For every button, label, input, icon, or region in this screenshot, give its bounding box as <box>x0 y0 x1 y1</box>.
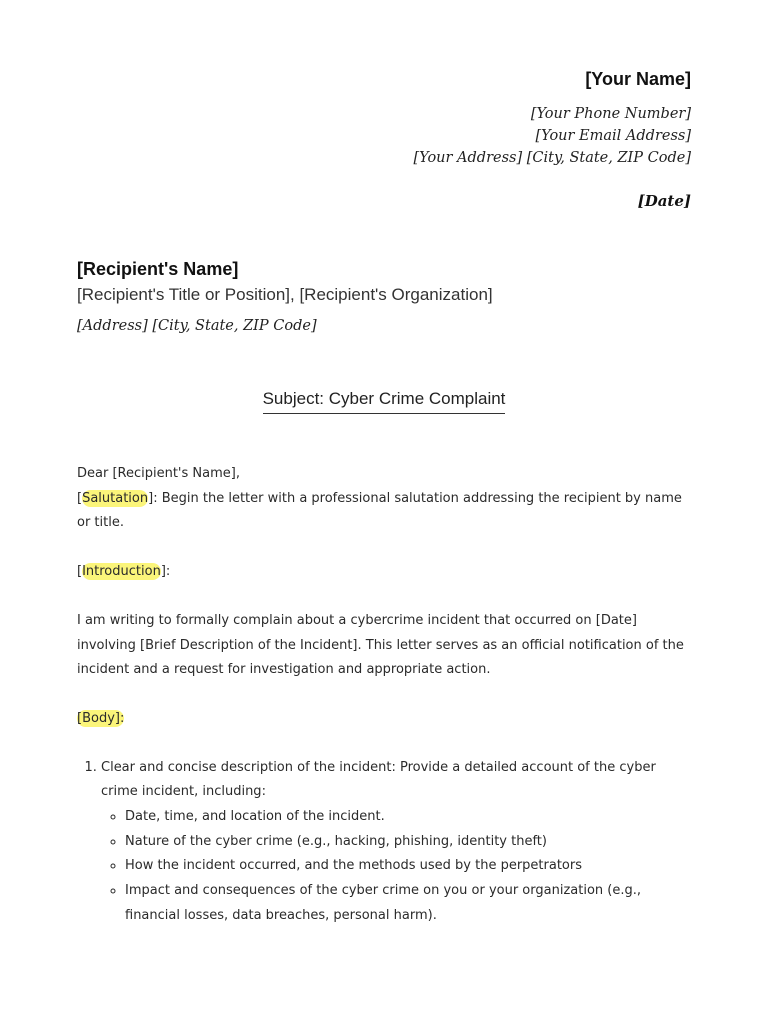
recipient-name: [Recipient's Name] <box>77 259 239 279</box>
letter-body <box>77 462 689 929</box>
introduction-highlight: Introduction <box>82 564 161 580</box>
subject-line <box>0 387 768 414</box>
sub-list-item: ◦ Impact and consequences of the cyber crime on you or your organization (e.g., financial losses, data breaches, personal harm). <box>125 879 689 928</box>
recipient-block <box>77 256 493 337</box>
spacer <box>77 585 689 609</box>
body-heading <box>77 707 689 732</box>
spacer <box>77 683 689 707</box>
intro-paragraph: I am writing to formally complain about a cybercrime incident that occurred on [Date] involving [Brief Description of the Incident]. This letter serves as an official notification of the incident and a request for investigation and appropriate action. <box>77 612 684 678</box>
incident-list <box>77 756 689 929</box>
introduction-heading <box>77 560 689 585</box>
salutation-paragraph <box>77 487 689 536</box>
recipient-address: [Address] [City, State, ZIP Code] <box>77 318 317 334</box>
sender-phone: [Your Phone Number] <box>530 106 691 122</box>
introduction-close: ]: <box>160 564 171 580</box>
list-item-text: Clear and concise description of the incident: Provide a detailed account of the cyber crime incident, including: <box>101 759 656 800</box>
sender-block <box>413 66 691 212</box>
spacer <box>77 536 689 560</box>
sender-email: [Your Email Address] <box>535 128 691 144</box>
introduction-open-bracket: [ <box>77 564 83 580</box>
body-highlight: [Body]: <box>77 710 125 726</box>
sender-name: [Your Name] <box>585 69 691 89</box>
greeting: Dear [Recipient's Name], <box>77 466 240 481</box>
subject-text: Subject: Cyber Crime Complaint <box>263 387 506 414</box>
sender-address: [Your Address] [City, State, ZIP Code] <box>413 150 691 166</box>
sub-list-item: ◦ Nature of the cyber crime (e.g., hacking, phishing, identity theft) <box>125 830 689 855</box>
sender-contact <box>413 103 691 169</box>
salutation-open-bracket: [ <box>77 490 83 506</box>
letter-date: [Date] <box>637 192 691 210</box>
salutation-text: ]: Begin the letter with a professional salutation addressing the recipient by name or title. <box>77 490 682 531</box>
list-item <box>101 756 689 929</box>
sub-list <box>101 805 689 929</box>
sub-list-item: ◦ Date, time, and location of the incident. <box>125 805 689 830</box>
sub-list-item: ◦ How the incident occurred, and the methods used by the perpetrators <box>125 854 689 879</box>
recipient-title-org: [Recipient's Title or Position], [Recipient's Organization] <box>77 285 493 304</box>
salutation-highlight: Salutation <box>82 490 149 506</box>
